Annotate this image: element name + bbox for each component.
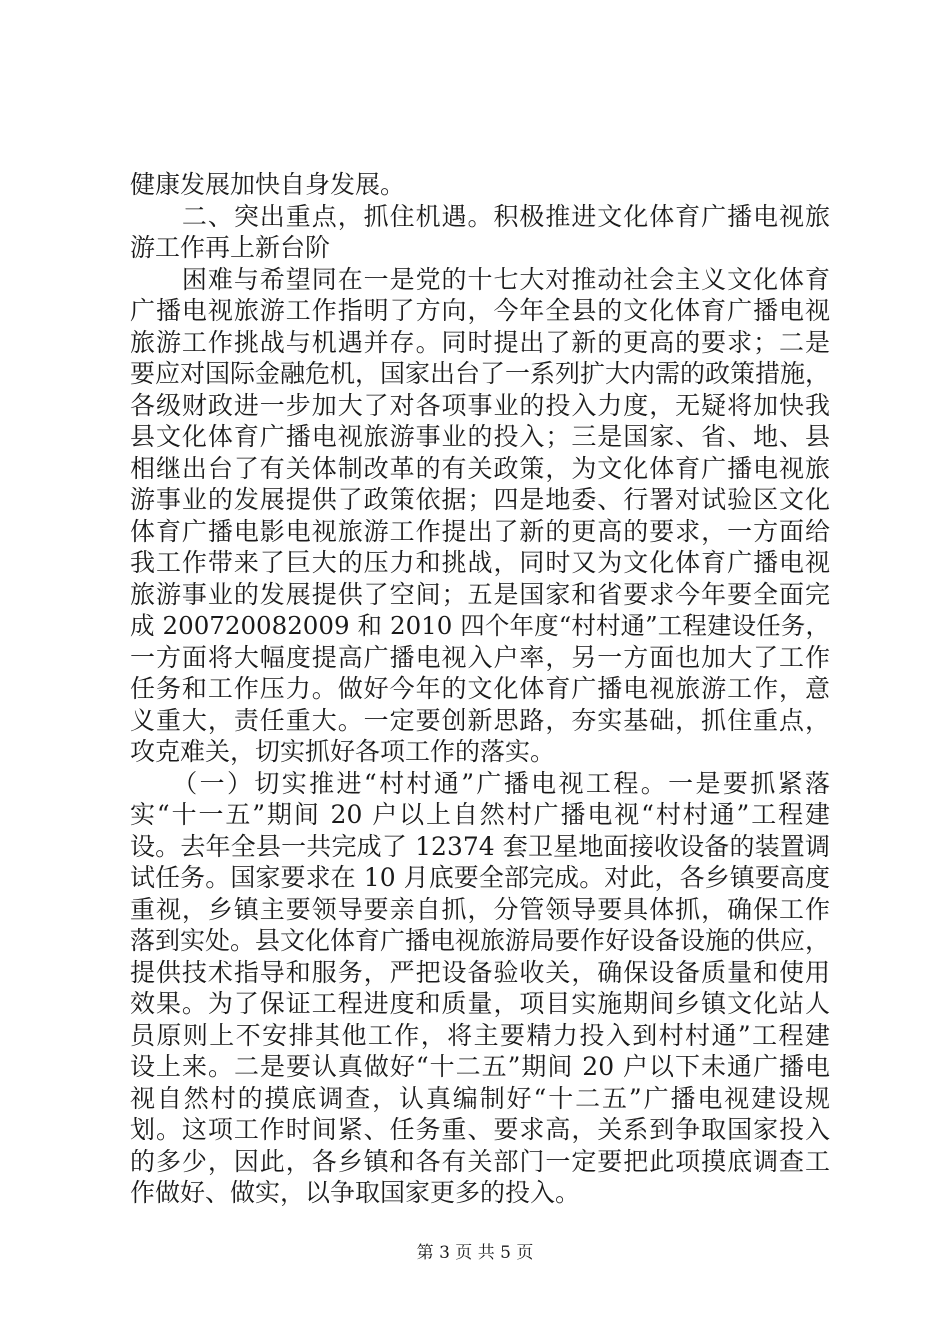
text-line: 落到实处。县文化体育广播电视旅游局要作好设备设施的供应， [130, 926, 831, 955]
text-line: 设。去年全县一共完成了 12374 套卫星地面接收设备的装置调 [130, 831, 830, 861]
text-line: 的多少，因此，各乡镇和各有关部门一定要把此项摸底调查工 [130, 1146, 830, 1176]
text-line: 县文化体育广播电视旅游事业的投入；三是国家、省、地、县 [130, 422, 830, 451]
text-line: 我工作带来了巨大的压力和挑战，同时又为文化体育广播电视 [130, 548, 830, 577]
text-line: 一方面将大幅度提高广播电视入户率，另一方面也加大了工作 [130, 642, 830, 672]
text-line: 任务和工作压力。做好今年的文化体育广播电视旅游工作，意 [130, 674, 830, 703]
text-line: 作做好、做实，以争取国家更多的投入。 [130, 1178, 581, 1207]
text-line: 员原则上不安排其他工作，将主要精力投入到村村通”工程建 [130, 1020, 830, 1050]
text-line: 二、突出重点，抓住机遇。积极推进文化体育广播电视旅 [130, 201, 830, 231]
text-line: 效果。为了保证工程进度和质量，项目实施期间乡镇文化站人 [130, 989, 830, 1018]
text-line: 游工作再上新台阶 [130, 233, 331, 262]
text-line: 旅游事业的发展提供了空间；五是国家和省要求今年要全面完 [130, 579, 830, 609]
text-line: 旅游工作挑战与机遇并存。同时提出了新的更高的要求；二是 [130, 327, 830, 357]
text-line: 设上来。二是要认真做好“十二五”期间 20 户以下未通广播电 [130, 1052, 830, 1081]
text-line: 各级财政进一步加大了对各项事业的投入力度，无疑将加快我 [130, 390, 830, 420]
text-line: 义重大，责任重大。一定要创新思路，夯实基础，抓住重点， [130, 705, 830, 735]
text-line: 体育广播电影电视旅游工作提出了新的更高的要求，一方面给 [130, 516, 830, 546]
text-line: 健康发展加快自身发展。 [130, 170, 406, 199]
text-line: 要应对国际金融危机，国家出台了一系列扩大内需的政策措施， [130, 359, 831, 388]
document-body [130, 169, 830, 1209]
page-footer: 第 3 页 共 5 页 [416, 1243, 534, 1263]
text-line: 视自然村的摸底调查，认真编制好“十二五”广播电视建设规 [130, 1083, 830, 1113]
text-line: 成 200720082009 和 2010 四个年度“村村通”工程建设任务， [130, 611, 830, 640]
text-line: （一）切实推进“村村通”广播电视工程。一是要抓紧落 [130, 768, 830, 798]
text-line: 划。这项工作时间紧、任务重、要求高，关系到争取国家投入 [130, 1115, 830, 1144]
text-line: 相继出台了有关体制改革的有关政策，为文化体育广播电视旅 [130, 453, 830, 483]
text-line: 广播电视旅游工作指明了方向，今年全县的文化体育广播电视 [130, 296, 830, 325]
text-line: 游事业的发展提供了政策依据；四是地委、行署对试验区文化 [130, 485, 830, 514]
text-line: 重视，乡镇主要领导要亲自抓，分管领导要具体抓，确保工作 [130, 894, 830, 924]
text-line: 困难与希望同在一是党的十七大对推动社会主义文化体育 [130, 264, 830, 294]
text-line: 实“十一五”期间 20 户以上自然村广播电视“村村通”工程建 [130, 800, 830, 829]
text-line: 攻克难关，切实抓好各项工作的落实。 [130, 737, 556, 766]
text-line: 提供技术指导和服务，严把设备验收关，确保设备质量和使用 [130, 957, 830, 987]
text-line: 试任务。国家要求在 10 月底要全部完成。对此，各乡镇要高度 [130, 863, 830, 892]
